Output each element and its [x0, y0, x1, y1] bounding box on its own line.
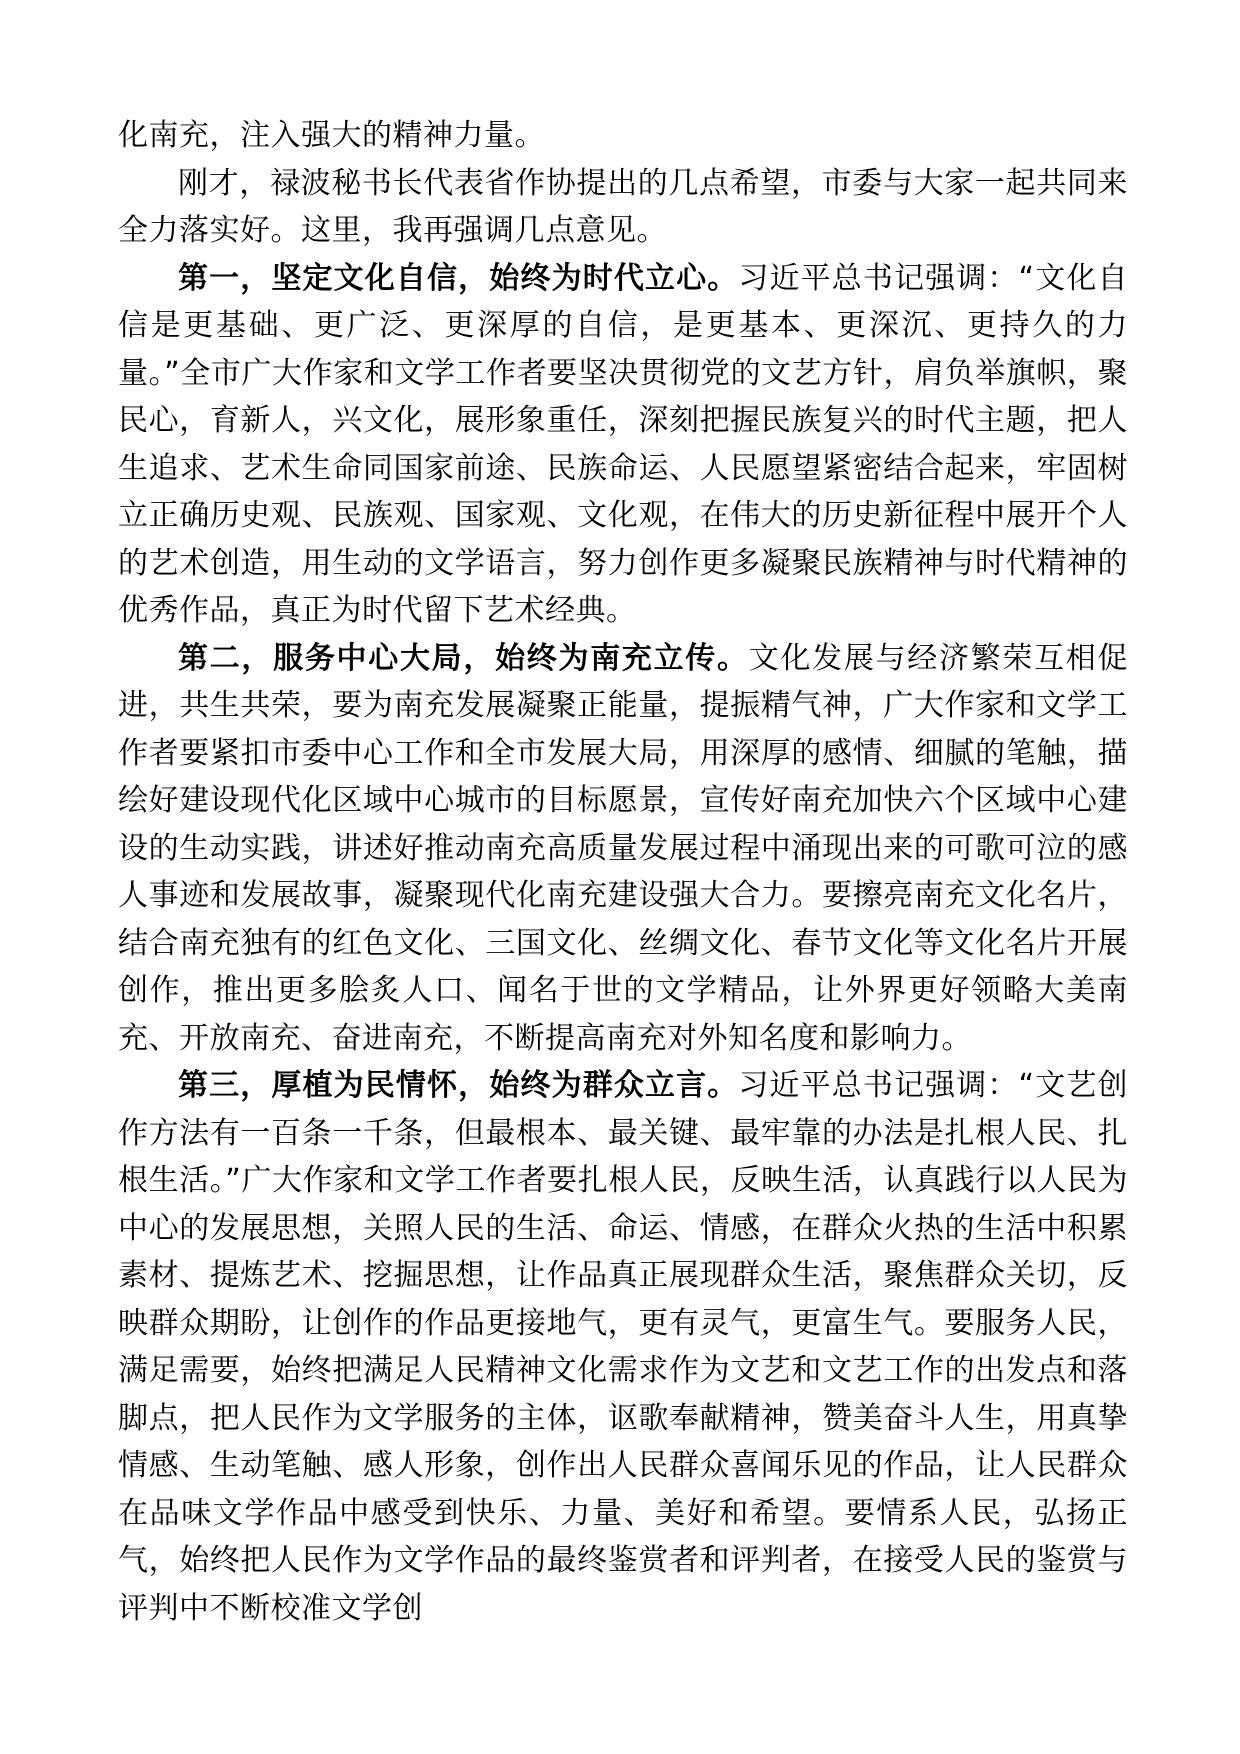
paragraph-point-one	[118, 255, 1128, 635]
paragraph-point-three	[118, 1062, 1128, 1632]
paragraph-text: 习近平总书记强调：“文化自信是更基础、更广泛、更深厚的自信，是更基本、更深沉、更持久的力量。”全市广大作家和文学工作者要坚决贯彻党的文艺方针，肩负举旗帜，聚民心，育新人，兴文化，展形象重任，深刻把握民族复兴的时代主题，把人生追求、艺术生命同国家前途、民族命运、人民愿望紧密结合起来，牢固树立正确历史观、民族观、国家观、文化观，在伟大的历史新征程中展开个人的艺术创造，用生动的文学语言，努力创作更多凝聚民族精神与时代精神的优秀作品，真正为时代留下艺术经典。	[118, 260, 1128, 628]
paragraph-continuation	[118, 112, 1128, 160]
paragraph-intro	[118, 160, 1128, 255]
paragraph-text: 习近平总书记强调：“文艺创作方法有一百条一千条，但最根本、最关键、最牢靠的办法是扎根人民、扎根生活。”广大作家和文学工作者要扎根人民，反映生活，认真践行以人民为中心的发展思想，关照人民的生活、命运、情感，在群众火热的生活中积累素材、提炼艺术、挖掘思想，让作品真正展现群众生活，聚焦群众关切，反映群众期盼，让创作的作品更接地气，更有灵气，更富生气。要服务人民，满足需要，始终把满足人民精神文化需求作为文艺和文艺工作的出发点和落脚点，把人民作为文学服务的主体，讴歌奉献精神，赞美奋斗人生，用真挚情感、生动笔触、感人形象，创作出人民群众喜闻乐见的作品，让人民群众在品味文学作品中感受到快乐、力量、美好和希望。要情系人民，弘扬正气，始终把人民作为文学作品的最终鉴赏者和评判者，在接受人民的鉴赏与评判中不断校准文学创	[118, 1068, 1128, 1626]
paragraph-text: 刚才，禄波秘书长代表省作协提出的几点希望，市委与大家一起共同来全力落实好。这里，我再强调几点意见。	[118, 165, 1128, 248]
paragraph-heading: 第三，厚植为民情怀，始终为群众立言。	[178, 1068, 739, 1103]
paragraph-text: 化南充，注入强大的精神力量。	[118, 118, 545, 153]
paragraph-heading: 第二，服务中心大局，始终为南充立传。	[178, 640, 749, 676]
paragraph-text: 文化发展与经济繁荣互相促进，共生共荣，要为南充发展凝聚正能量，提振精气神，广大作家和文学工作者要紧扣市委中心工作和全市发展大局，用深厚的感情、细腻的笔触，描绘好建设现代化区域中心城市的目标愿景，宣传好南充加快六个区域中心建设的生动实践，讲述好推动南充高质量发展过程中涌现出来的可歌可泣的感人事迹和发展故事，凝聚现代化南充建设强大合力。要擦亮南充文化名片，结合南充独有的红色文化、三国文化、丝绸文化、春节文化等文化名片开展创作，推出更多脍炙人口、闻名于世的文学精品，让外界更好领略大美南充、开放南充、奋进南充，不断提高南充对外知名度和影响力。	[118, 640, 1129, 1056]
paragraph-point-two	[118, 635, 1128, 1063]
paragraph-heading: 第一，坚定文化自信，始终为时代立心。	[178, 260, 739, 296]
document-page	[118, 112, 1128, 1632]
